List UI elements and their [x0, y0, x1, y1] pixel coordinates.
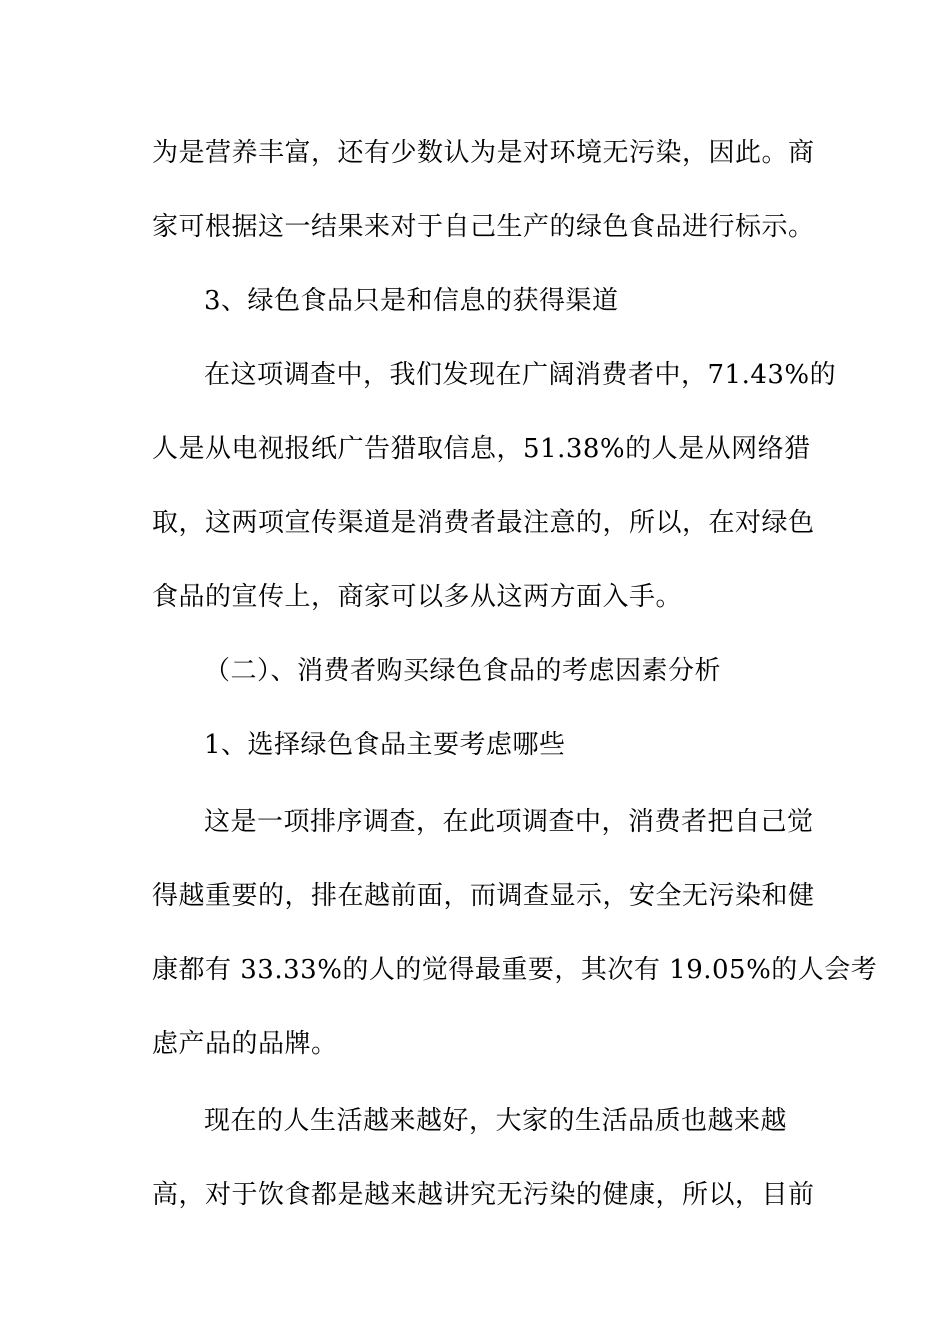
paragraph-line: 在这项调查中，我们发现在广阔消费者中，71.43%的 [204, 360, 837, 390]
paragraph-line: 食品的宣传上，商家可以多从这两方面入手。 [152, 582, 683, 612]
section-heading-3: 3、绿色食品只是和信息的获得渠道 [204, 286, 619, 316]
paragraph-line: 得越重要的，排在越前面，而调查显示，安全无污染和健 [152, 881, 815, 911]
section-heading-2: （二）、消费者购买绿色食品的考虑因素分析 [204, 656, 722, 686]
paragraph-line: 这是一项排序调查，在此项调查中，消费者把自己觉 [204, 807, 814, 837]
paragraph-line: 取，这两项宣传渠道是消费者最注意的，所以，在对绿色 [152, 508, 815, 538]
paragraph-line: 家可根据这一结果来对于自己生产的绿色食品进行标示。 [152, 212, 815, 242]
paragraph-line: 虑产品的品牌。 [152, 1029, 338, 1059]
paragraph-line: 高，对于饮食都是越来越讲究无污染的健康，所以，目前 [152, 1180, 815, 1210]
paragraph-line: 人是从电视报纸广告猎取信息，51.38%的人是从网络猎 [152, 434, 811, 464]
paragraph-line: 为是营养丰富，还有少数认为是对环境无污染，因此。商 [152, 138, 815, 168]
paragraph-line: 康都有 33.33%的人的觉得最重要，其次有 19.05%的人会考 [152, 955, 878, 985]
section-heading-1: 1、选择绿色食品主要考虑哪些 [204, 730, 566, 760]
paragraph-line: 现在的人生活越来越好，大家的生活品质也越来越 [204, 1106, 788, 1136]
